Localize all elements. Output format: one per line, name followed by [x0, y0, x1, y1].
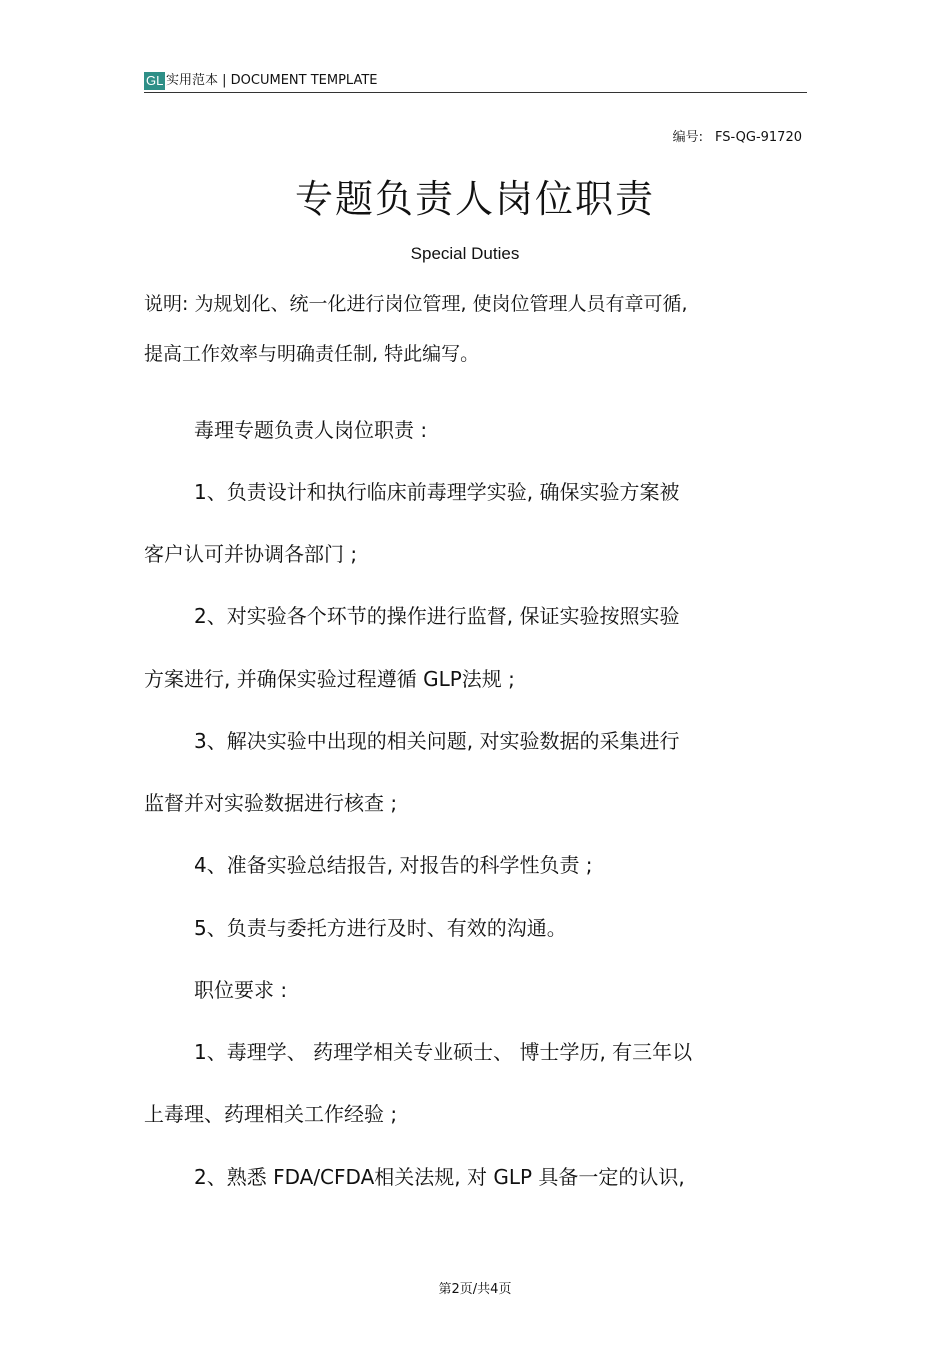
document-number [673, 126, 802, 145]
intro-line-1: 说明: 为规划化、统一化进行岗位管理, 使岗位管理人员有章可循, [144, 293, 688, 315]
document-number-label: 编号: [672, 130, 703, 145]
requirement-1-line-2: 上毒理、药理相关工作经验 ; [144, 1102, 398, 1126]
duty-1-line-1: 1、负责设计和执行临床前毒理学实验, 确保实验方案被 [194, 480, 680, 504]
brand-logo-box: GL [146, 73, 164, 88]
page-subtitle: Special Duties [410, 244, 520, 263]
page-footer: 第2页/共4页 [438, 1282, 512, 1297]
intro-line-2: 提高工作效率与明确责任制, 特此编写。 [144, 343, 480, 365]
document-header [144, 70, 807, 93]
duty-5: 5、负责与委托方进行及时、有效的沟通。 [194, 916, 567, 940]
section2-heading: 职位要求 : [194, 978, 288, 1002]
duty-3-line-1: 3、解决实验中出现的相关问题, 对实验数据的采集进行 [194, 729, 680, 753]
duty-1-line-2: 客户认可并协调各部门 ; [144, 542, 358, 566]
page-title: 专题负责人岗位职责 [294, 177, 655, 221]
duty-2-line-2: 方案进行, 并确保实验过程遵循 GLP法规 ; [144, 667, 515, 691]
requirement-2-line-1: 2、熟悉 FDA/CFDA相关法规, 对 GLP 具备一定的认识, [194, 1165, 685, 1189]
requirement-1-line-1: 1、毒理学、 药理学相关专业硕士、 博士学历, 有三年以 [194, 1040, 693, 1064]
document-number-value: FS-QG-91720 [714, 130, 802, 145]
duty-2-line-1: 2、对实验各个环节的操作进行监督, 保证实验按照实验 [194, 604, 680, 628]
section1-heading: 毒理专题负责人岗位职责 : [194, 418, 428, 442]
duty-4: 4、准备实验总结报告, 对报告的科学性负责 ; [194, 853, 593, 877]
duty-3-line-2: 监督并对实验数据进行核查 ; [144, 791, 398, 815]
header-label: 实用范本 | DOCUMENT TEMPLATE [166, 73, 378, 88]
